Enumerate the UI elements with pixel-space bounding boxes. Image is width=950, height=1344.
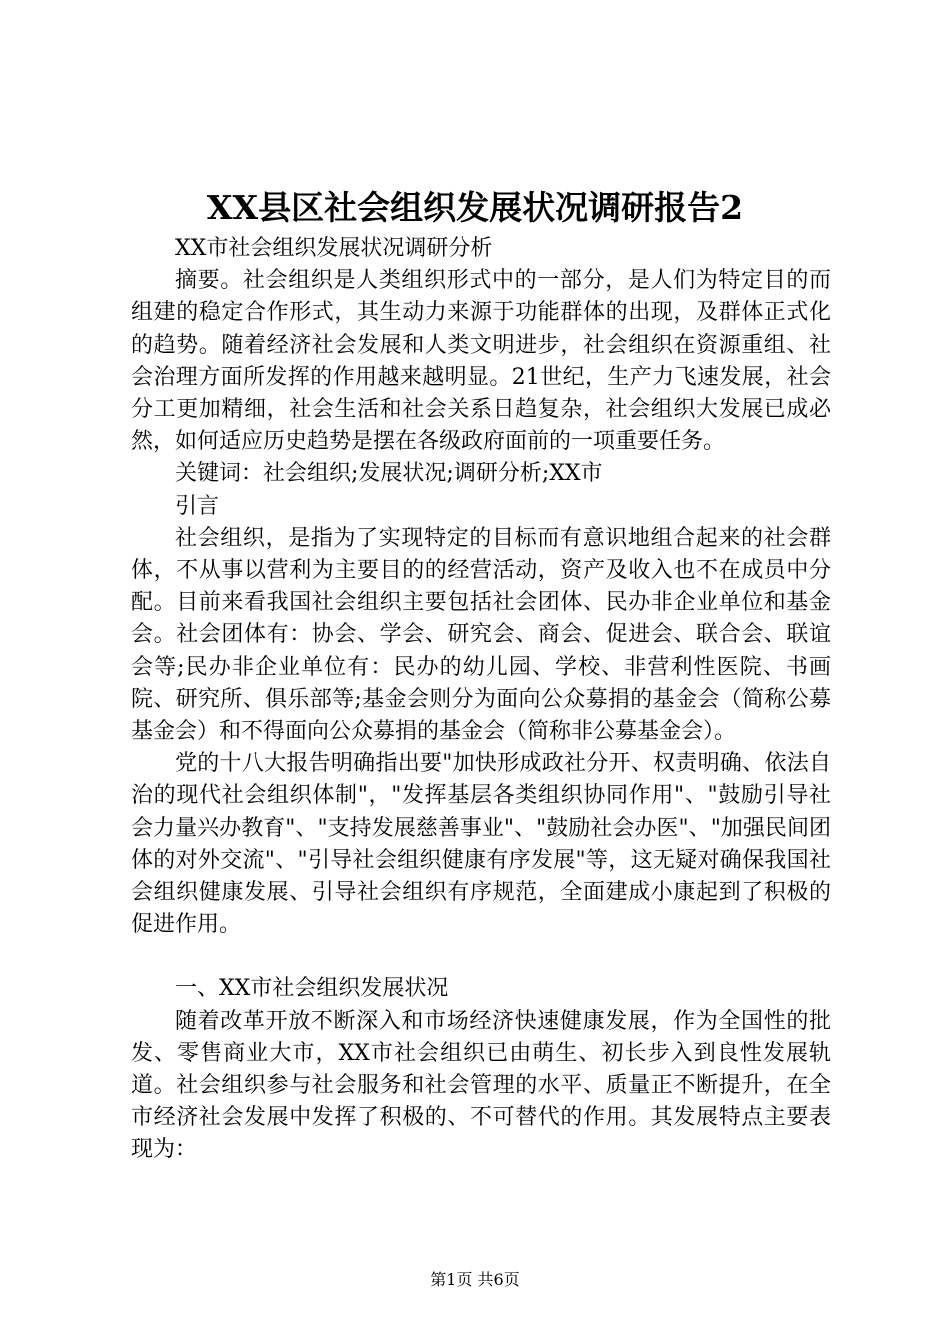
introduction-heading: 引言 xyxy=(175,493,220,519)
section-one-heading: 一、XX市社会组织发展状况 xyxy=(175,976,449,1002)
document-body xyxy=(131,233,831,1167)
definition-paragraph: 社会组织，是指为了实现特定的目标而有意识地组合起来的社会群体，不从事以营利为主要目的的经营活动，资产及收入也不在成员中分配。目前来看我国社会组织主要包括社会团体、民办非企业单位和基金会。社会团体有：协会、学会、研究会、商会、促进会、联合会、联谊会等;民办非企业单位有：民办的幼儿园、学校、非营利性医院、书画院、研究所、俱乐部等;基金会则分为面向公众募捐的基金会（简称公募基金会）和不得面向公众募捐的基金会（简称非公募基金会）。 xyxy=(131,525,831,745)
paragraph-gap xyxy=(131,941,831,973)
congress-report-paragraph: 党的十八大报告明确指出要"加快形成政社分开、权责明确、依法自治的现代社会组织体制"，"发挥基层各类组织协同作用"、"鼓励引导社会力量兴办教育"、"支持发展慈善事业"、"鼓励社会办医"、"加强民间团体的对外交流"、"引导社会组织健康有序发展"等，这无疑对确保我国社会组织健康发展、引导社会组织有序规范，全面建成小康起到了积极的促进作用。 xyxy=(131,751,831,938)
keywords-paragraph: 关键词：社会组织;发展状况;调研分析;XX市 xyxy=(175,461,603,487)
page-footer: 第1页 共6页 xyxy=(430,1270,520,1289)
abstract-paragraph: 摘要。社会组织是人类组织形式中的一部分，是人们为特定目的而组建的稳定合作形式，其生动力来源于功能群体的出现，及群体正式化的趋势。随着经济社会发展和人类文明进步，社会组织在资源重组、社会治理方面所发挥的作用越来越明显。21世纪，生产力飞速发展，社会分工更加精细，社会生活和社会关系日趋复杂，社会组织大发展已成必然，如何适应历史趋势是摆在各级政府面前的一项重要任务。 xyxy=(131,268,831,455)
section-one-paragraph: 随着改革开放不断深入和市场经济快速健康发展，作为全国性的批发、零售商业大市，XX市社会组织已由萌生、初长步入到良性发展轨道。社会组织参与社会服务和社会管理的水平、质量正不断提升，在全市经济社会发展中发挥了积极的、不可替代的作用。其发展特点主要表现为： xyxy=(131,1008,831,1163)
page-title: XX县区社会组织发展状况调研报告2 xyxy=(206,188,744,227)
subtitle-paragraph: XX市社会组织发展状况调研分析 xyxy=(175,236,493,261)
